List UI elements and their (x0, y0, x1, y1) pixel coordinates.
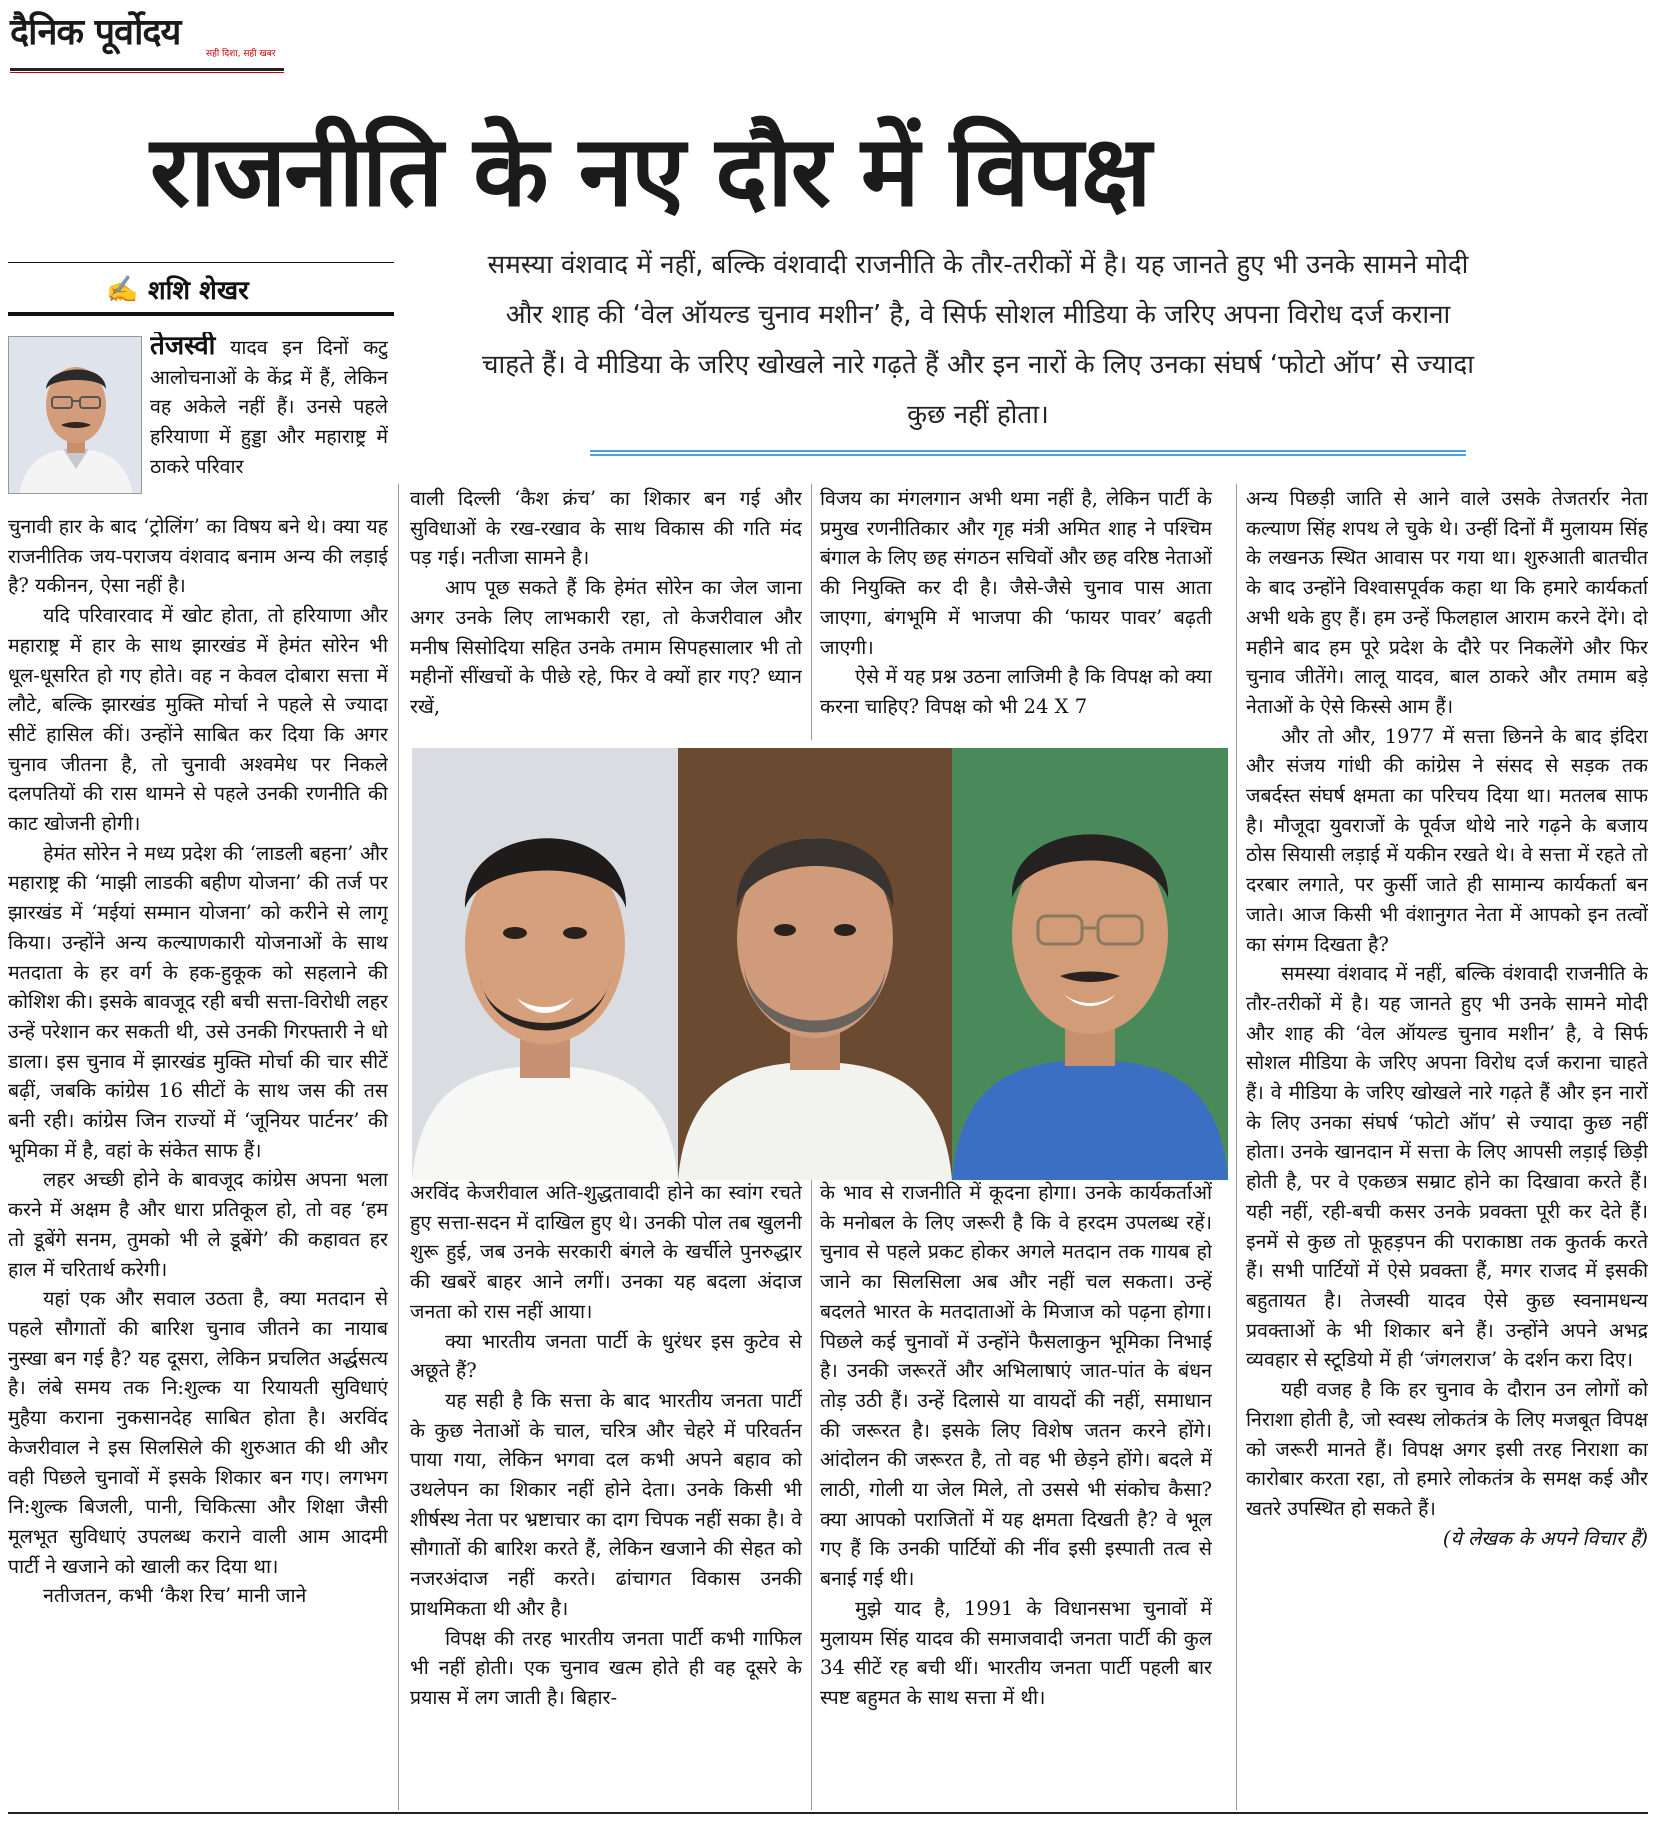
paragraph: विपक्ष की तरह भारतीय जनता पार्टी कभी गाफिल भी नहीं होती। एक चुनाव खत्म होते ही वह दूसरे के प्रयास में लग जाती है। बिहार- (410, 1626, 802, 1709)
paragraph: चुनावी हार के बाद ‘ट्रोलिंग’ का विषय बने थे। क्या यह राजनीतिक जय-पराजय वंशवाद बनाम अन्य की लड़ाई है? यकीनन, ऐसा नहीं है। (8, 515, 388, 598)
masthead-rule (10, 68, 284, 71)
politician-portrait-icon (412, 748, 678, 1180)
paragraph: हेमंत सोरेन ने मध्य प्रदेश की ‘लाडली बहना’ और महाराष्ट्र की ‘माझी लाडकी बहीण योजना’ की तर्ज पर झारखंड में ‘मईयां सम्मान योजना’ को करीने से लागू किया। उन्होंने अन्य कल्याणकारी योजनाओं के साथ मतदाता के हर वर्ग के हक-हुकूक को सहलाने की कोशिश की। इसके बावजूद रही बची सत्ता-विरोधी लहर उन्हें परेशान कर सकती थी, उसे उनकी गिरफ्तारी ने धो डाला। इस चुनाव में झारखंड मुक्ति मोर्चा की चार सीटें बढ़ीं, जबकि कांग्रेस 16 सीटों के साथ जस की तस बनी रही। कांग्रेस जिन राज्यों में ‘जूनियर पार्टनर’ की भूमिका में है, वहां के संकेत साफ हैं। (8, 841, 388, 1162)
article-column-2-bottom (410, 1178, 802, 1810)
column-divider (811, 1178, 812, 1810)
paragraph: क्या भारतीय जनता पार्टी के धुरंधर इस कुटेव से अछूते हैं? (410, 1329, 802, 1383)
paragraph: नतीजतन, कभी ‘कैश रिच’ मानी जाने (43, 1584, 307, 1608)
article-deck: समस्या वंशवाद में नहीं, बल्कि वंशवादी राजनीति के तौर-तरीकों में है। यह जानते हुए भी उनके सामने मोदी और शाह की ‘वेल ऑयल्ड चुनाव मशीन’ है, वे सिर्फ सोशल मीडिया के जरिए अपना विरोध दर्ज कराना चाहते हैं। वे मीडिया के जरिए खोखले नारे गढ़ते हैं और इन नारों के लिए उनका संघर्ष ‘फोटो ऑप’ से ज्यादा कुछ नहीं होता। (482, 250, 1474, 430)
column-divider (398, 484, 399, 1810)
masthead (10, 6, 290, 70)
paragraph: अरविंद केजरीवाल अति-शुद्धतावादी होने का स्वांग रचते हुए सत्ता-सदन में दाखिल हुए थे। उनकी पोल तब खुलनी शुरू हुई, जब उनके सरकारी बंगले के खर्चीले पुनरुद्धार की खबरें बाहर आने लगीं। उनका यह बदला अंदाज जनता को रास नहीं आया। (410, 1181, 802, 1323)
paragraph: यहां एक और सवाल उठता है, क्या मतदान से पहले सौगातों की बारिश चुनाव जीतने का नायाब नुस्खा बन गई है? यह दूसरा, लेकिन प्रचलित अर्द्धसत्य है। लंबे समय तक नि:शुल्क या रियायती सुविधाएं मुहैया कराना नुकसानदेह साबित होता है। अरविंद केजरीवाल ने इस सिलसिले की शुरुआत की थी और वही पिछले चुनावों में इसके शिकार बन गए। लगभग नि:शुल्क बिजली, पानी, चिकित्सा और शिक्षा जैसी मूलभूत सुविधाएं उपलब्ध कराने वाली आम आदमी पार्टी ने खजाने को खाली कर दिया था। (8, 1287, 388, 1578)
photo-strip (412, 748, 1228, 1180)
masthead-rule-accent (10, 72, 284, 73)
photo-politician-1 (412, 748, 678, 1180)
photo-politician-2 (678, 748, 952, 1180)
byline (8, 262, 394, 316)
politician-portrait-icon (678, 748, 952, 1180)
article-column-2-top (410, 484, 802, 740)
paragraph: लहर अच्छी होने के बावजूद कांग्रेस अपना भला करने में अक्षम है और धारा प्रतिकूल हो, तो वह ‘हम तो डूबेंगे सनम, तुमको भी ले डूबेंगे’ की कहावत हर हाल में चरितार्थ करेगी। (8, 1168, 388, 1281)
paragraph: मुझे याद है, 1991 के विधानसभा चुनावों में मुलायम सिंह यादव की समाजवादी जनता पार्टी की कुल 34 सीटें रह बची थीं। भारतीय जनता पार्टी पहली बार स्पष्ट बहुमत के साथ सत्ता में थी। (820, 1596, 1212, 1709)
article-column-3-bottom (820, 1178, 1212, 1810)
author-portrait-icon (9, 337, 142, 494)
paragraph: और तो और, 1977 में सत्ता छिनने के बाद इंदिरा और संजय गांधी की कांग्रेस ने संसद से सड़क तक जबर्दस्त संघर्ष क्षमता का परिचय दिया था। मतलब साफ है। मौजूदा युवराजों के पूर्वज थोथे नारे गढ़ने के बजाय ठोस सियासी लड़ाई में यकीन रखते थे। वे सत्ता में रहते तो दरबार लगाते, पर कुर्सी जाते ही सामान्य कार्यकर्ता बन जाते। आज किसी भी वंशानुगत नेता में आपको इन तत्वों का संगम दिखता है? (1246, 724, 1648, 956)
paragraph: विजय का मंगलगान अभी थमा नहीं है, लेकिन पार्टी के प्रमुख रणनीतिकार और गृह मंत्री अमित शाह ने पश्चिम बंगाल के लिए छह संगठन सचिवों और छह वरिष्ठ नेताओं की नियुक्ति कर दी है। जैसे-जैसे चुनाव पास आता जाएगा, बंगभूमि में भाजपा की ‘फायर पावर’ बढ़ती जाएगी। (820, 487, 1212, 659)
paragraph: यही वजह है कि हर चुनाव के दौरान उन लोगों को निराशा होती है, जो स्वस्थ लोकतंत्र के लिए मजबूत विपक्ष को जरूरी मानते हैं। विपक्ष अगर इसी तरह निराशा का कारोबार करता रहा, तो हमारे लोकतंत्र के समक्ष कई और खतरे उपस्थित हो सकते हैं। (1246, 1378, 1648, 1520)
paragraph: के भाव से राजनीति में कूदना होगा। उनके कार्यकर्ताओं के मनोबल के लिए जरूरी है कि वे हरदम उपलब्ध रहें। चुनाव से पहले प्रकट होकर अगले मतदान तक गायब हो जाने का सिलसिला अब और नहीं चल सकता। उन्हें बदलते भारत के मतदाताओं के मिजाज को पढ़ना होगा। पिछले कई चुनावों में उन्होंने फैसलाकुन भूमिका निभाई है। उनकी जरूरतें और अभिलाषाएं जात-पांत के बंधन तोड़ उठी हैं। उन्हें दिलासे या वायदों की नहीं, समाधान की जरूरत है। इसके लिए विशेष जतन करने होंगे। आंदोलन की जरूरत है, तो वह भी छेड़ने होंगे। बदले में लाठी, गोली या जेल मिले, तो उससे भी संकोच कैसा? क्या आपको पराजितों में यह क्षमता दिखती है? वे भूल गए हैं कि उनकी पार्टियों की नींव इसी इस्पाती तत्व से बनाई गई थी। (820, 1181, 1212, 1591)
article-column-1 (8, 512, 388, 1810)
paragraph: वाली दिल्ली ‘कैश क्रंच’ का शिकार बन गई और सुविधाओं के रख-रखाव के साथ विकास की गति मंद पड़ गई। नतीजा सामने है। (410, 487, 802, 570)
politician-portrait-icon (952, 748, 1228, 1180)
lead-word: तेजस्वी (150, 332, 216, 361)
paragraph: समस्या वंशवाद में नहीं, बल्कि वंशवादी राजनीति के तौर-तरीकों में है। यह जानते हुए भी उनके सामने मोदी और शाह की ‘वेल ऑयल्ड चुनाव मशीन’ है, वे सिर्फ सोशल मीडिया के जरिए अपना विरोध दर्ज कराना चाहते हैं। वे मीडिया के जरिए खोखले नारे गढ़ते हैं और इन नारों के लिए उनका संघर्ष ‘फोटो ऑप’ से ज्यादा कुछ नहीं होता। उनके खानदान में सत्ता के लिए आपसी लड़ाई छिड़ी होती है, पर वे एकछत्र सम्राट होने का दिखावा करते हैं। यही नहीं, रही-बची कसर उनके प्रवक्ता पूरी कर देते हैं। इनमें से कुछ तो फूहड़पन की पराकाष्ठा तक कुतर्क करते हैं। सभी पार्टियों में ऐसे प्रवक्ता हैं, मगर राजद में इसकी बहुतायत है। तेजस्वी यादव ऐसे कुछ स्वनामधन्य प्रवक्ताओं के भी शिकार बने हैं। उन्होंने अपने अभद्र व्यवहार से स्टूडियो में ही ‘जंगलराज’ के दर्शन करा दिए। (1246, 962, 1648, 1372)
paragraph: ऐसे में यह प्रश्न उठना लाजिमी है कि विपक्ष को क्या करना चाहिए? विपक्ष को भी 24 X 7 (820, 665, 1212, 718)
masthead-tagline: सही दिशा, सही खबर (206, 49, 276, 59)
paragraph: यह सही है कि सत्ता के बाद भारतीय जनता पार्टी के कुछ नेताओं के चाल, चरित्र और चेहरे में परिवर्तन पाया गया, लेकिन भगवा दल कभी अपने बहाव को उथलेपन का शिकार नहीं होने देता। उनके किसी भी शीर्षस्थ नेता पर भ्रष्टाचार का दाग चिपक नहीं सका है। वे सौगातों की बारिश करते हैं, लेकिन खजाने की सेहत को नजरअंदाज नहीं करते। ढांचागत विकास उनकी प्राथमिकता थी और है। (410, 1388, 802, 1620)
headline: राजनीति के नए दौर में विपक्ष (150, 115, 1150, 229)
photo-politician-3 (952, 748, 1228, 1180)
paragraph: अन्य पिछड़ी जाति से आने वाले उसके तेजतर्रार नेता कल्याण सिंह शपथ ले चुके थे। उन्हीं दिनों मैं मुलायम सिंह के लखनऊ स्थित आवास पर गया था। शुरुआती बातचीत के बाद उन्होंने विश्वासपूर्वक कहा था कि हमारे कार्यकर्ता अभी थके हुए हैं। हम उन्हें फिलहाल आराम करने देंगे। दो महीने बाद हम पूरे प्रदेश के दौरे पर निकलेंगे और फिर चुनाव जीतेंगे। लालू यादव, बाल ठाकरे और तमाम बड़े नेताओं के ऐसे किस्से आम हैं। (1246, 487, 1648, 718)
column-divider (1236, 484, 1237, 1810)
masthead-title: दैनिक पूर्वोदय (10, 12, 181, 53)
paragraph: यादव इन दिनों कटु आलोचनाओं के केंद्र में हैं, लेकिन वह अकेले नहीं हैं। उनसे पहले हरियाणा में हुड्डा और महाराष्ट्र में ठाकरे परिवार (150, 336, 388, 478)
author-name: शशि शेखर (148, 276, 249, 306)
article-column-3-top (820, 484, 1212, 740)
page-bottom-rule (8, 1812, 1648, 1814)
author-photo (8, 336, 142, 494)
article-column-4 (1246, 484, 1648, 1810)
pen-icon: ✍ (106, 275, 139, 305)
paragraph: आप पूछ सकते हैं कि हेमंत सोरेन का जेल जाना अगर उनके लिए लाभकारी रहा, तो केजरीवाल और मनीष सिसोदिया सहित उनके तमाम सिपहसालार भी तो महीनों सींखचों के पीछे रहे, फिर वे क्यों हार गए? ध्यान रखें, (410, 576, 802, 718)
column-divider (811, 484, 812, 740)
author-note: (ये लेखक के अपने विचार हैं) (1442, 1526, 1648, 1550)
paragraph: यदि परिवारवाद में खोट होता, तो हरियाणा और महाराष्ट्र में हार के साथ झारखंड में हेमंत सोरेन भी धूल-धूसरित हो गए होते। वह न केवल दोबारा सत्ता में लौटे, बल्कि झारखंड मुक्ति मोर्चा ने पहले से ज्यादा सीटें हासिल कीं। उन्होंने साबित कर दिया कि अगर चुनाव जीतना है, तो चुनावी अश्वमेध पर निकले दलपतियों की रास थामने से पहले उनकी रणनीति की काट खोजनी होगी। (8, 604, 388, 836)
article-column-1-top (150, 332, 388, 512)
deck-rule (590, 450, 1466, 456)
